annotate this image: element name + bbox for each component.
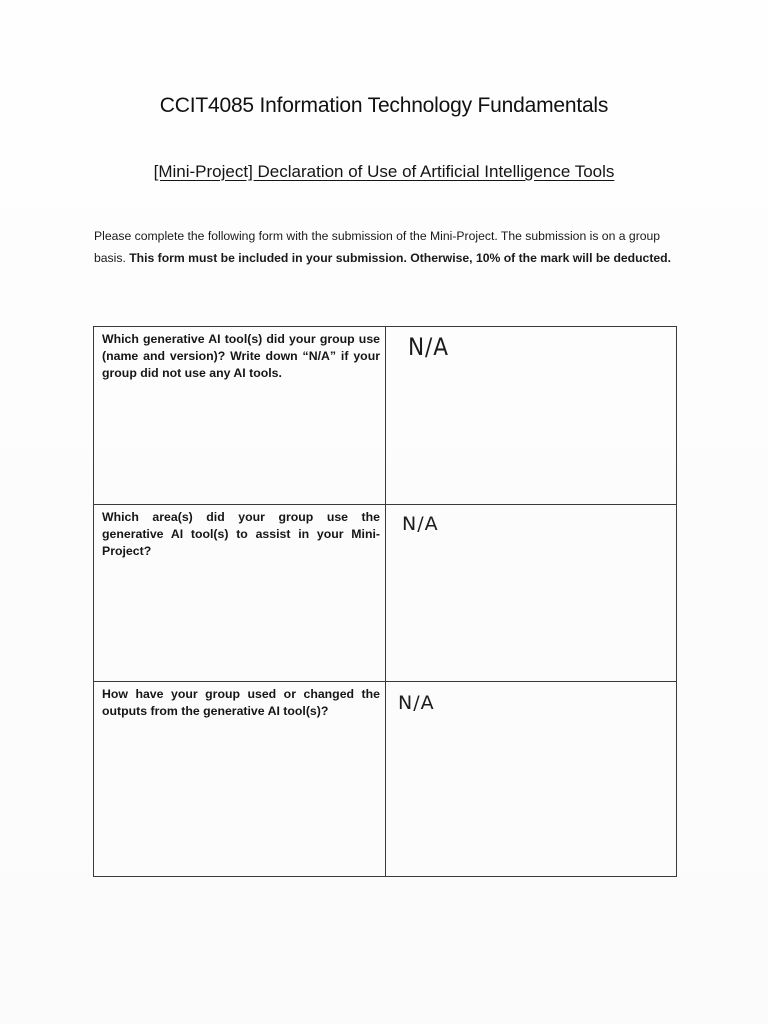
instructions-warning: This form must be included in your submission. Otherwise, 10% of the mark will be deducted. xyxy=(129,251,672,265)
form-subtitle: [Mini-Project] Declaration of Use of Artificial Intelligence Tools xyxy=(153,162,615,181)
answer-ai-tools[interactable]: N/A xyxy=(408,333,449,361)
table-row xyxy=(94,505,676,682)
instructions-text: Please complete the following form with the submission of the Mini-Project. The submission is on a group basis. xyxy=(94,229,661,265)
question-ai-outputs: How have your group used or changed the outputs from the generative AI tool(s)? xyxy=(102,687,380,718)
answer-ai-areas[interactable]: N/A xyxy=(402,513,439,535)
answer-ai-outputs[interactable]: N/A xyxy=(398,692,435,714)
course-title: CCIT4085 Information Technology Fundamentals xyxy=(159,94,609,117)
question-ai-areas: Which area(s) did your group use the generative AI tool(s) to assist in your Mini-Project? xyxy=(102,510,380,558)
question-ai-tools: Which generative AI tool(s) did your group use (name and version)? Write down “N/A” if your group did not use any AI tools. xyxy=(102,332,380,380)
table-row xyxy=(94,327,676,505)
instructions-paragraph xyxy=(94,225,684,269)
table-row xyxy=(94,682,676,876)
declaration-table xyxy=(93,326,677,877)
